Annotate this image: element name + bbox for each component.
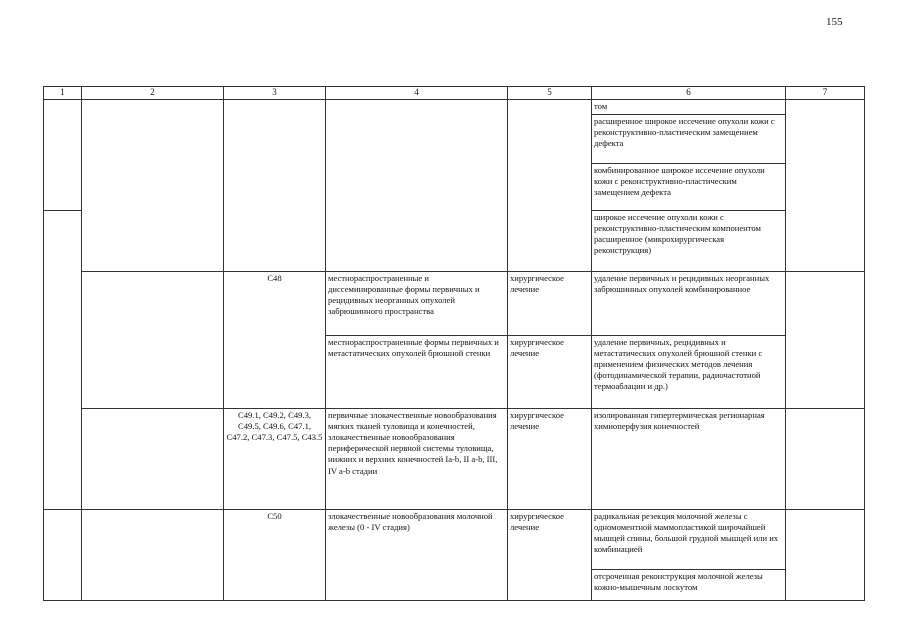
cell-col7 bbox=[786, 99, 865, 271]
cell-col3: C49.1, C49.2, C49.3, C49.5, C49.6, C47.1, C47.2, C47.3, C47.5, C43.5 bbox=[224, 408, 326, 509]
cell-col7 bbox=[786, 271, 865, 408]
cell-col2 bbox=[82, 408, 224, 509]
cell-col2 bbox=[82, 99, 224, 271]
column-header: 5 bbox=[508, 87, 592, 100]
cell-col5: хирургическое лечение bbox=[508, 509, 592, 600]
cell-col5: хирургическое лечение bbox=[508, 271, 592, 335]
table-header-row bbox=[44, 87, 865, 100]
cell-col4: местнораспространенные формы первичных и метастатических опухолей брюшной стенки bbox=[326, 335, 508, 408]
cell-col6: расширенное широкое иссечение опухоли кожи с реконструктивно-пластическим замещением дефекта bbox=[592, 114, 786, 163]
cell-col6: том bbox=[592, 99, 786, 114]
cell-col6: отсроченная реконструкция молочной железы кожно-мышечным лоскутом bbox=[592, 569, 786, 600]
cell-col6: широкое иссечение опухоли кожи с реконструктивно-пластическим компонентом расширенное (микрохирургическая реконструкция) bbox=[592, 210, 786, 271]
table-row bbox=[44, 408, 865, 509]
cell-col6: радикальная резекция молочной железы с одномоментной маммопластикой широчайшей мышцей спины, большой грудной мышцей или их комбинацией bbox=[592, 509, 786, 569]
cell-col4: местнораспространенные и диссеминированные формы первичных и рецидивных неорганных опухолей забрюшинного пространства bbox=[326, 271, 508, 335]
cell-col6: комбинированное широкое иссечение опухоли кожи с реконструктивно-пластическим замещением дефекта bbox=[592, 163, 786, 210]
cell-col4: злокачественные новообразования молочной железы (0 - IV стадия) bbox=[326, 509, 508, 600]
cell-col5: хирургическое лечение bbox=[508, 408, 592, 509]
cell-col5 bbox=[508, 99, 592, 271]
cell-col3 bbox=[224, 99, 326, 271]
cell-col1 bbox=[44, 210, 82, 509]
column-header: 1 bbox=[44, 87, 82, 100]
cell-col1 bbox=[44, 509, 82, 600]
column-header: 7 bbox=[786, 87, 865, 100]
cell-col6: изолированная гипертермическая регионарная химиоперфузия конечностей bbox=[592, 408, 786, 509]
cell-col6: удаление первичных, рецидивных и метастатических опухолей брюшной стенки с применением физических методов лечения (фотодинамической терапии, радиочастотной термоаблации и др.) bbox=[592, 335, 786, 408]
services-table bbox=[43, 86, 865, 601]
cell-col5: хирургическое лечение bbox=[508, 335, 592, 408]
cell-col7 bbox=[786, 408, 865, 509]
cell-col7 bbox=[786, 509, 865, 600]
cell-col3: C50 bbox=[224, 509, 326, 600]
column-header: 3 bbox=[224, 87, 326, 100]
table-row bbox=[44, 509, 865, 569]
page-number: 155 bbox=[826, 16, 843, 28]
column-header: 6 bbox=[592, 87, 786, 100]
table-row bbox=[44, 99, 865, 114]
cell-col2 bbox=[82, 509, 224, 600]
cell-col1 bbox=[44, 99, 82, 210]
column-header: 2 bbox=[82, 87, 224, 100]
cell-col4 bbox=[326, 99, 508, 271]
table-row bbox=[44, 271, 865, 335]
column-header: 4 bbox=[326, 87, 508, 100]
cell-col3: C48 bbox=[224, 271, 326, 408]
cell-col2 bbox=[82, 271, 224, 408]
cell-col6: удаление первичных и рецидивных неорганных забрюшинных опухолей комбинированное bbox=[592, 271, 786, 335]
cell-col4: первичные злокачественные новообразования мягких тканей туловища и конечностей, злокачественные новообразования периферической нервной системы туловища, нижних и верхних конечностей Ia-b, II a-b, III, IV a-b стадии bbox=[326, 408, 508, 509]
